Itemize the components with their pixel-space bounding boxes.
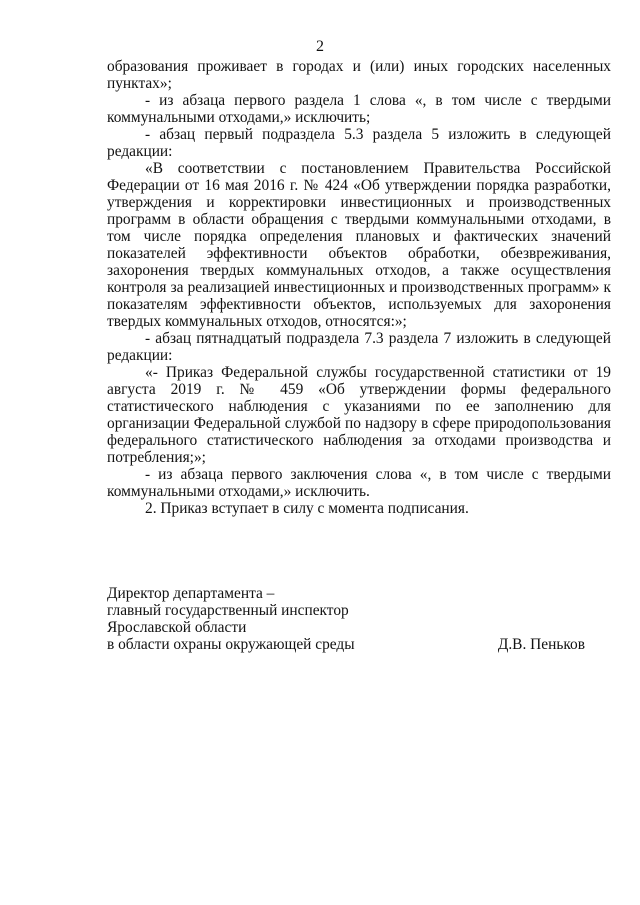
paragraph-subsection-7-3-instruction: - абзац пятнадцатый подраздела 7.3 раздела 7 изложить в следующей редакции: (107, 330, 611, 364)
signature-position-line-3: Ярославской области (107, 619, 247, 636)
signature-position-line-4: в области охраны окружающей среды (107, 636, 355, 653)
signature-position-line-1: Директор департамента – (107, 585, 275, 602)
page-number: 2 (316, 38, 324, 55)
paragraph-continuation: образования проживает в городах и (или) иных городских населенных пунктах»; (107, 58, 611, 92)
paragraph-subsection-7-3-new-text: «- Приказ Федеральной службы государственной статистики от 19 августа 2019 г. № 459 «Об утверждении формы федерального статистического наблюдения с указаниями по ее заполнению для организации Федеральной службой по надзору в сфере природопользования федерального статистического наблюдения за отходами производства и потребления;»; (107, 364, 611, 466)
signature-position-line-2: главный государственный инспектор (107, 602, 349, 619)
signature-final-row (107, 636, 611, 653)
signatory-name: Д.В. Пеньков (497, 636, 585, 653)
paragraph-effective-date: 2. Приказ вступает в силу с момента подписания. (145, 500, 469, 517)
paragraph-subsection-5-3-instruction: - абзац первый подраздела 5.3 раздела 5 изложить в следующей редакции: (107, 126, 611, 160)
paragraph-exclusion-section-1: - из абзаца первого раздела 1 слова «, в том числе с твердыми коммунальными отходами,» исключить; (107, 92, 611, 126)
paragraph-exclusion-conclusion: - из абзаца первого заключения слова «, в том числе с твердыми коммунальными отходами,» исключить. (107, 466, 611, 500)
document-body (107, 58, 611, 517)
signature-block (107, 585, 611, 653)
paragraph-subsection-5-3-new-text: «В соответствии с постановлением Правительства Российской Федерации от 16 мая 2016 г. № 424 «Об утверждении порядка разработки, утверждения и корректировки инвестиционных и производственных программ в области обращения с твердыми коммунальными отходами, в том числе порядка определения плановых и фактических значений показателей эффективности объектов обработки, обезвреживания, захоронения твердых коммунальных отходов, а также осуществления контроля за реализацией инвестиционных и производственных программ» к показателям эффективности объектов, используемых для захоронения твердых коммунальных отходов, относятся:»; (107, 160, 611, 330)
